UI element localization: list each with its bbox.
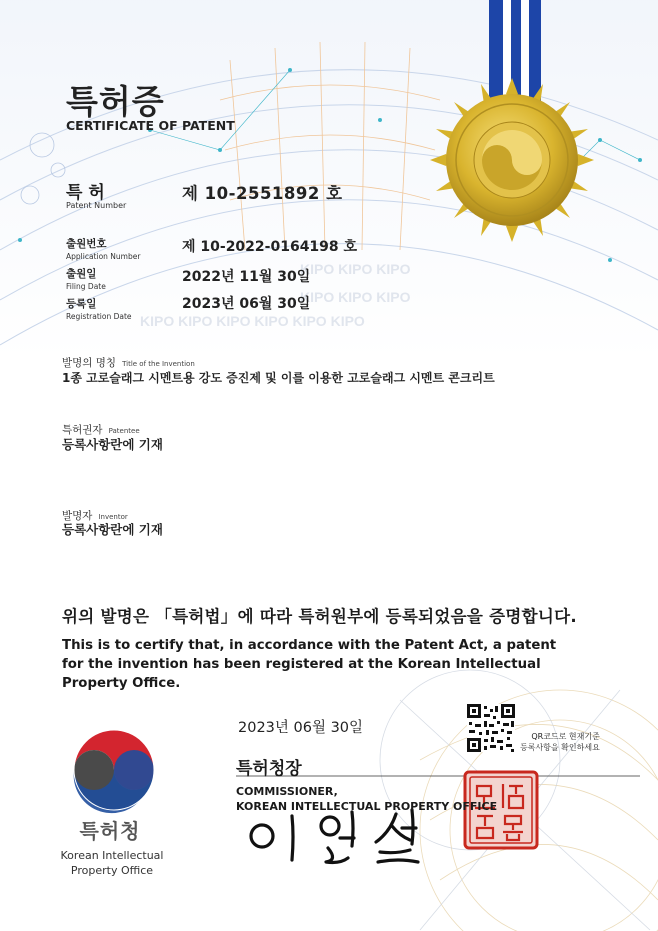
inventor-value: 등록사항란에 기재 bbox=[62, 522, 163, 537]
application-number-label: 출원번호 bbox=[66, 238, 107, 250]
patentee-label: 특허권자 bbox=[62, 424, 103, 436]
commissioner-title-en-line2: KOREAN INTELLECTUAL PROPERTY OFFICE bbox=[236, 800, 498, 813]
registration-date-label-en: Registration Date bbox=[66, 312, 132, 321]
office-name-en: Korean Intellectual Property Office bbox=[60, 849, 164, 877]
application-number-label-en: Application Number bbox=[66, 252, 141, 261]
patent-number-label: 특 허 bbox=[66, 183, 105, 203]
qr-note-line1: QR코드로 현재기준 bbox=[531, 732, 600, 741]
certificate-title-en: CERTIFICATE OF PATENT bbox=[66, 118, 235, 133]
commissioner-title-en bbox=[236, 784, 497, 814]
certification-text-en: This is to certify that, in accordance with the Patent Act, a patent for the invention has been registered at the Korean Intellectual Property Office. bbox=[62, 638, 557, 691]
patent-number-label-en: Patent Number bbox=[66, 201, 127, 210]
qr-note-line2: 등록사항을 확인하세요 bbox=[520, 743, 600, 752]
invention-title-label: 발명의 명칭 bbox=[62, 357, 117, 369]
invention-title-value: 1종 고로슬래그 시멘트용 강도 증진제 및 이를 이용한 고로슬래그 시멘트 콘크리트 bbox=[62, 371, 495, 385]
invention-title-label-row bbox=[62, 351, 195, 370]
filing-date-label-en: Filing Date bbox=[66, 282, 106, 291]
patentee-label-en: Patentee bbox=[108, 427, 140, 435]
patent-number-value: 제 10-2551892 호 bbox=[182, 184, 343, 203]
registration-date-label: 등록일 bbox=[66, 298, 97, 310]
issue-date: 2023년 06월 30일 bbox=[238, 720, 364, 736]
filing-date-label: 출원일 bbox=[66, 268, 97, 280]
svg-text:KIPO KIPO KIPO: KIPO KIPO KIPO bbox=[300, 289, 411, 305]
application-number-value: 제 10-2022-0164198 호 bbox=[182, 239, 358, 255]
svg-text:KIPO KIPO KIPO: KIPO KIPO KIPO bbox=[300, 261, 411, 277]
certification-text-ko: 위의 발명은 「특허법」에 따라 특허원부에 등록되었음을 증명합니다. bbox=[62, 607, 577, 626]
invention-title-label-en: Title of the Invention bbox=[122, 360, 195, 368]
filing-date-value: 2022년 11월 30일 bbox=[182, 269, 311, 285]
inventor-label-en: Inventor bbox=[98, 513, 128, 521]
kipo-logo-icon bbox=[74, 730, 154, 813]
qr-code-icon bbox=[467, 704, 515, 752]
certificate-title: 특허증 bbox=[66, 82, 165, 121]
gold-seal-icon bbox=[430, 78, 594, 242]
svg-text:KIPO KIPO KIPO KIPO KIPO: KIPO KIPO KIPO KIPO KIPO KIPO bbox=[140, 313, 365, 329]
patentee-value: 등록사항란에 기재 bbox=[62, 437, 163, 452]
commissioner-title-en-line1: COMMISSIONER, bbox=[236, 785, 338, 798]
inventor-label: 발명자 bbox=[62, 510, 93, 522]
handwritten-signature bbox=[251, 810, 418, 863]
office-name-ko: 특허청 bbox=[79, 819, 141, 843]
registration-date-value: 2023년 06월 30일 bbox=[182, 296, 311, 312]
commissioner-title-ko: 특허청장 bbox=[236, 759, 302, 779]
qr-code-note bbox=[520, 731, 600, 753]
